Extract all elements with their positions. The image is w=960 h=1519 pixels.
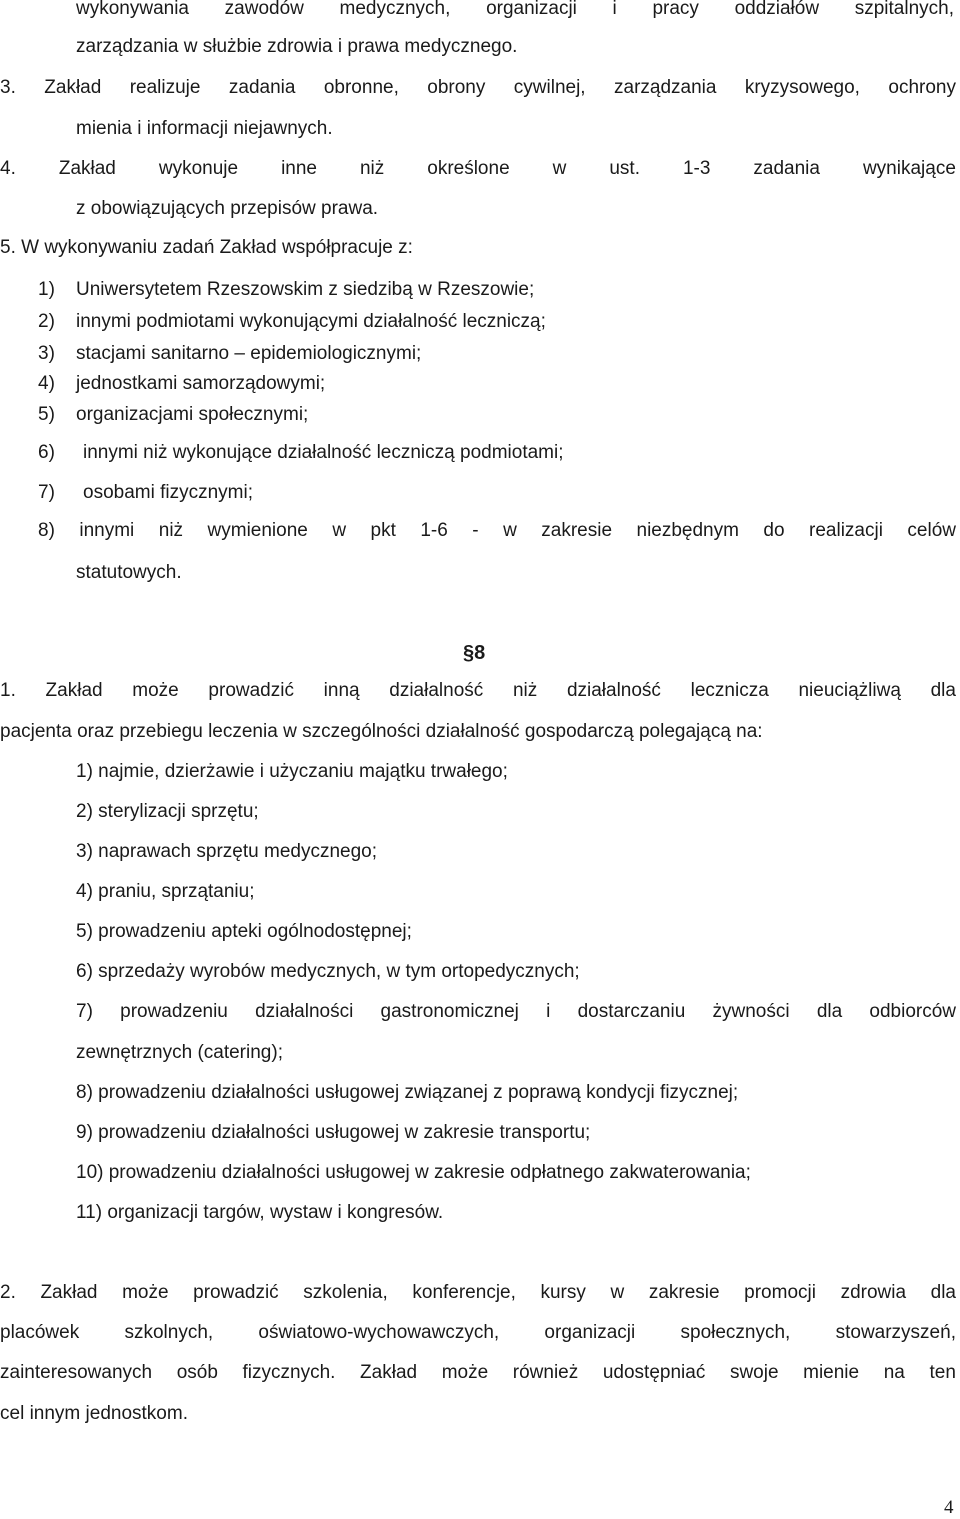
word: w (610, 1282, 625, 1303)
word: niż (359, 158, 385, 179)
list-item-text: organizacjami społecznymi; (76, 404, 309, 425)
word: ust. (609, 158, 640, 179)
word: niż (512, 680, 538, 701)
word: zadania (228, 77, 296, 98)
paragraph-line (0, 157, 956, 181)
word: 3. (0, 77, 16, 98)
list-item: 1) najmie, dzierżawie i użyczaniu majątku trwałego; (76, 761, 508, 782)
list-item-number: 3) (38, 343, 55, 364)
word: organizacji (486, 0, 577, 19)
page-number: 4 (944, 1497, 954, 1518)
word: działalność (566, 680, 661, 701)
word: określone (427, 158, 510, 179)
paragraph-line: cel innym jednostkom. (0, 1403, 188, 1424)
paragraph-line: zarządzania w służbie zdrowia i prawa medycznego. (76, 36, 518, 57)
list-item-number: 4) (38, 373, 55, 394)
word: inną (323, 680, 360, 701)
word: wykonywania (76, 0, 189, 19)
word: działalności (255, 1001, 354, 1022)
word: obrony (427, 77, 486, 98)
word: zakresie (648, 1282, 720, 1303)
word: wynikające (862, 158, 956, 179)
list-item (38, 372, 325, 396)
word: swoje (729, 1362, 779, 1383)
list-item (38, 310, 546, 334)
word: celów (907, 520, 956, 541)
word: dostarczaniu (577, 1001, 686, 1022)
word: kursy (540, 1282, 586, 1303)
word: ochrony (888, 77, 956, 98)
paragraph-line (0, 1281, 956, 1305)
word: i (546, 1001, 551, 1022)
word: dla (816, 1001, 843, 1022)
word: zawodów (224, 0, 304, 19)
list-item: 11) organizacji targów, wystaw i kongresów. (76, 1202, 444, 1223)
section-heading (463, 641, 485, 665)
word: szkolenia, (303, 1282, 388, 1303)
word: 8) (38, 520, 55, 541)
list-item-text: stacjami sanitarno – epidemiologicznymi; (76, 343, 422, 364)
paragraph-line: pacjenta oraz przebiegu leczenia w szczególności działalność gospodarczą polegającą na: (0, 721, 763, 742)
word: żywności (712, 1001, 790, 1022)
word: 1-3 (682, 158, 711, 179)
list-item: 6) sprzedaży wyrobów medycznych, w tym ortopedycznych; (76, 961, 580, 982)
word: organizacji (544, 1322, 636, 1343)
word: Zakład (44, 77, 102, 98)
paragraph-line (0, 1321, 956, 1345)
word: oddziałów (734, 0, 820, 19)
word: pkt (370, 520, 396, 541)
word: nieuciążliwą (798, 680, 901, 701)
list-item: 10) prowadzeniu działalności usługowej w zakresie odpłatnego zakwaterowania; (76, 1162, 751, 1183)
word: konferencje, (412, 1282, 516, 1303)
list-item-number: 2) (38, 311, 55, 332)
word: 7) (76, 1001, 93, 1022)
word: zainteresowanych (0, 1362, 153, 1383)
list-item (38, 342, 421, 366)
word: ten (929, 1362, 956, 1383)
word: 1. (0, 680, 16, 701)
paragraph-line: z obowiązujących przepisów prawa. (76, 198, 379, 219)
word: osób (176, 1362, 218, 1383)
word: 4. (0, 158, 16, 179)
word: prowadzić (208, 680, 294, 701)
word: prowadzeniu (120, 1001, 228, 1022)
list-item-text: osobami fizycznymi; (83, 482, 253, 503)
list-item: 3) naprawach sprzętu medycznego; (76, 841, 377, 862)
word: oświatowo-wychowawczych, (258, 1322, 500, 1343)
list-item-continuation: zewnętrznych (catering); (76, 1042, 283, 1063)
word: wykonuje (158, 158, 239, 179)
word: realizuje (129, 77, 201, 98)
word: prowadzić (193, 1282, 279, 1303)
word: i (612, 0, 617, 19)
word: kryzysowego, (744, 77, 860, 98)
word: promocji (744, 1282, 816, 1303)
word: na (883, 1362, 905, 1383)
word: dla (930, 680, 956, 701)
word: udostępniać (602, 1362, 706, 1383)
list-item-text: Uniwersytetem Rzeszowskim z siedzibą w Rzeszowie; (76, 279, 535, 300)
paragraph-line (0, 76, 956, 100)
list-item-text: innymi podmiotami wykonującymi działalność leczniczą; (76, 311, 546, 332)
paragraph-line (0, 679, 956, 703)
list-item (76, 1000, 956, 1024)
word: w (503, 520, 517, 541)
word: stowarzyszeń, (835, 1322, 956, 1343)
word: inne (281, 158, 317, 179)
word: obronne, (323, 77, 399, 98)
list-item-number: 7) (38, 482, 55, 503)
word: wymienione (207, 520, 308, 541)
list-item-number: 6) (38, 442, 55, 463)
word: medycznych, (339, 0, 451, 19)
word: odbiorców (869, 1001, 956, 1022)
word: Zakład (360, 1362, 418, 1383)
word: fizycznych. (242, 1362, 336, 1383)
list-item: 5) prowadzeniu apteki ogólnodostępnej; (76, 921, 412, 942)
word: szkolnych, (124, 1322, 214, 1343)
word: Zakład (40, 1282, 98, 1303)
word: Zakład (58, 158, 116, 179)
word: lecznicza (690, 680, 769, 701)
word: realizacji (809, 520, 883, 541)
list-item: 9) prowadzeniu działalności usługowej w zakresie transportu; (76, 1122, 591, 1143)
list-item (38, 441, 564, 465)
word: społecznych, (680, 1322, 791, 1343)
list-item (38, 519, 956, 543)
word: szpitalnych, (854, 0, 954, 19)
paragraph-line (76, 0, 954, 21)
word: w (552, 158, 567, 179)
word: cywilnej, (513, 77, 586, 98)
list-item-number: 1) (38, 279, 55, 300)
word: Zakład (45, 680, 103, 701)
word: zarządzania (614, 77, 717, 98)
list-item (38, 278, 534, 302)
word: gastronomicznej (380, 1001, 519, 1022)
word: może (132, 680, 179, 701)
section-number: 8 (474, 642, 486, 664)
section-symbol: § (463, 642, 475, 664)
list-item-number: 5) (38, 404, 55, 425)
paragraph-intro: 5. W wykonywaniu zadań Zakład współpracuje z: (0, 237, 413, 258)
word: mienie (803, 1362, 860, 1383)
word: niezbędnym (636, 520, 739, 541)
word: dla (930, 1282, 956, 1303)
word: placówek (0, 1322, 80, 1343)
word: zadania (753, 158, 820, 179)
word: w (332, 520, 347, 541)
word: - (472, 520, 479, 541)
list-item-continuation: statutowych. (76, 562, 182, 583)
list-item-text: innymi niż wykonujące działalność leczniczą podmiotami; (83, 442, 564, 463)
word: zdrowia (840, 1282, 907, 1303)
word: zakresie (541, 520, 613, 541)
list-item: 2) sterylizacji sprzętu; (76, 801, 259, 822)
list-item (38, 403, 308, 427)
word: może (441, 1362, 489, 1383)
list-item: 4) praniu, sprzątaniu; (76, 881, 255, 902)
list-item-text: jednostkami samorządowymi; (76, 373, 326, 394)
word: 1-6 (420, 520, 448, 541)
word: 2. (0, 1282, 16, 1303)
word: do (763, 520, 785, 541)
word: niż (158, 520, 184, 541)
word: działalność (389, 680, 484, 701)
list-item: 8) prowadzeniu działalności usługowej związanej z poprawą kondycji fizycznej; (76, 1082, 739, 1103)
word: pracy (652, 0, 699, 19)
paragraph-line (0, 1361, 956, 1385)
paragraph-line: mienia i informacji niejawnych. (76, 118, 333, 139)
word: innymi (79, 520, 135, 541)
list-item (38, 481, 253, 505)
word: może (122, 1282, 169, 1303)
word: również (512, 1362, 579, 1383)
